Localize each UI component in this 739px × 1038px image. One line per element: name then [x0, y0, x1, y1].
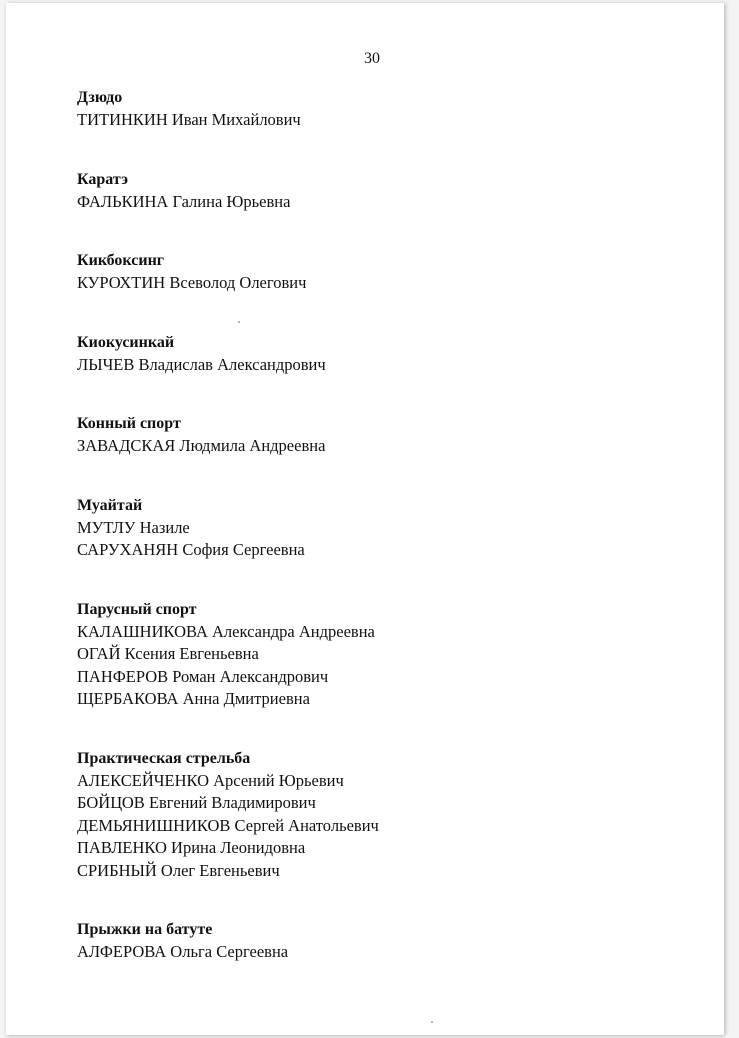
- person-name: ПАВЛЕНКО Ирина Леонидовна: [77, 838, 306, 857]
- section-heading: Муайтай: [77, 496, 143, 514]
- sports-list: [77, 87, 697, 964]
- person-name: ЛЫЧЕВ Владислав Александрович: [77, 354, 326, 374]
- person-name: ФАЛЬКИНА Галина Юрьевна: [77, 191, 291, 211]
- person-name: ДЕМЬЯНИШНИКОВ Сергей Анатольевич: [77, 815, 379, 835]
- section-heading: Каратэ: [77, 170, 129, 188]
- section-muay-thai: [77, 495, 697, 562]
- person-name: АЛФЕРОВА Ольга Сергеевна: [77, 942, 289, 961]
- person-name: БОЙЦОВ Евгений Владимирович: [77, 793, 316, 812]
- person-name: ПАНФЕРОВ Роман Александрович: [77, 666, 329, 686]
- person-name: САРУХАНЯН София Сергеевна: [77, 540, 305, 559]
- section-karate: [77, 169, 697, 214]
- person-name: ТИТИНКИН Иван Михайлович: [77, 110, 301, 129]
- person-name: ЗАВАДСКАЯ Людмила Андреевна: [77, 436, 326, 455]
- person-name: ОГАЙ Ксения Евгеньевна: [77, 644, 259, 663]
- section-heading: Конный спорт: [77, 415, 181, 432]
- section-heading: Прыжки на батуте: [77, 921, 213, 938]
- section-heading: Парусный спорт: [77, 600, 197, 618]
- section-judo: [77, 87, 697, 132]
- document-page: [6, 3, 724, 1035]
- person-name: СРИБНЫЙ Олег Евгеньевич: [77, 860, 280, 880]
- person-name: КУРОХТИН Всеволод Олегович: [77, 273, 307, 292]
- person-name: МУТЛУ Назиле: [77, 517, 190, 537]
- section-heading: Киокусинкай: [77, 333, 175, 351]
- scan-speck: [431, 1021, 433, 1023]
- section-heading: Практическая стрельба: [77, 749, 251, 767]
- person-name: КАЛАШНИКОВА Александра Андреевна: [77, 621, 375, 641]
- page-number: 30: [364, 50, 380, 67]
- section-heading: Дзюдо: [77, 89, 123, 106]
- section-trampoline: [77, 919, 697, 964]
- section-sailing: [77, 599, 697, 711]
- section-kickboxing: [77, 250, 697, 295]
- scan-speck: [238, 321, 240, 323]
- section-equestrian: [77, 413, 697, 458]
- section-practical-shooting: [77, 748, 697, 883]
- person-name: АЛЕКСЕЙЧЕНКО Арсений Юрьевич: [77, 770, 344, 790]
- person-name: ЩЕРБАКОВА Анна Дмитриевна: [77, 689, 310, 708]
- section-heading: Кикбоксинг: [77, 252, 165, 269]
- section-kyokushinkai: [77, 332, 697, 377]
